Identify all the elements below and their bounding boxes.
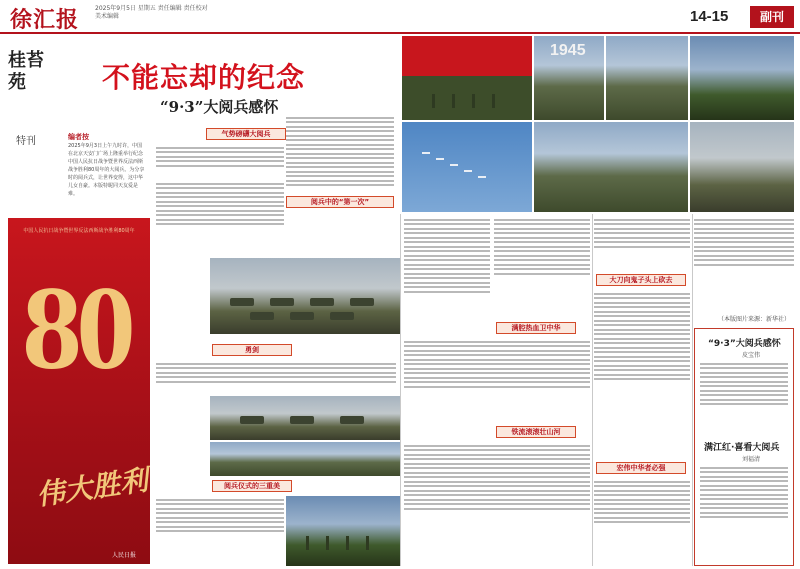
photo-honor-guard — [690, 36, 794, 120]
subtitle-4: 阅兵仪式的三重美 — [212, 480, 292, 492]
photo-parade-overview — [534, 122, 688, 212]
poem-author-2: 刘福清 — [742, 456, 761, 463]
photo-credit: （本版图片来源：新华社） — [718, 316, 791, 323]
text-block — [156, 496, 284, 566]
poster-slogan: 伟大胜利 — [34, 463, 150, 512]
photo-parade-square — [606, 36, 688, 120]
subtitle-7: 大刀向鬼子头上砍去 — [596, 274, 686, 286]
poem-body — [700, 360, 788, 432]
subtitle-5: 满腔热血卫中华 — [496, 322, 576, 334]
column-brand: 桂苔苑 — [8, 50, 44, 93]
editor-note: 2025年9月3日上午九时许，中国在北京天安门广场上隆重举行纪念中国人民抗日战争暨世界反法西斯战争胜利80周年的大阅兵。为分享时的阅兵式，让世界变得，这中华儿女自豪。本版特昵同天友爱是难。 — [68, 143, 145, 197]
special-edition-label: 特刊 — [16, 136, 36, 147]
text-block — [594, 478, 690, 566]
masthead — [0, 0, 800, 34]
text-block — [404, 216, 490, 346]
photo-flag-guard — [402, 36, 532, 120]
page-numbers: 14-15 — [690, 8, 729, 25]
photo-troops-march — [286, 496, 400, 566]
column-divider — [400, 214, 401, 566]
poster-number: 80 — [22, 261, 130, 394]
poem-body — [700, 464, 788, 560]
text-block — [594, 290, 690, 460]
photo-tank-column — [210, 258, 400, 334]
poem-title-1: “9·3”大阅兵感怀 — [708, 339, 781, 349]
text-block — [286, 114, 394, 234]
victory-poster — [8, 218, 150, 564]
photo-tanks-right — [690, 122, 794, 212]
poster-source: 人民日报 — [112, 552, 137, 559]
text-block — [404, 338, 590, 428]
photo-armored-vehicles — [210, 396, 400, 440]
text-block — [694, 216, 794, 312]
subtitle-8: 宏伟中华者必强 — [596, 462, 686, 474]
poster-caption: 中国人民抗日战争暨世界反法西斯战争胜利80周年 — [23, 228, 135, 234]
section-label: 副刊 — [750, 6, 794, 28]
text-block — [156, 144, 284, 178]
left-column — [0, 36, 150, 569]
photo-soldiers — [534, 36, 604, 120]
banner-year: 1945 — [550, 42, 586, 59]
text-block — [404, 442, 590, 566]
subtitle-3: 勇剑 — [212, 344, 292, 356]
photo-jet-formation — [402, 122, 532, 212]
poem-author-1: 皮宝伟 — [742, 352, 761, 359]
editor-note-title: 编者按 — [68, 133, 89, 141]
issue-meta: 2025年9月5日 星期五 责任编辑 责任校对 美术编辑 — [95, 5, 208, 20]
subtitle-1: 气势磅礴大阅兵 — [206, 128, 286, 140]
text-block — [494, 216, 590, 320]
column-divider — [692, 214, 693, 566]
poem-title-2: 满江红·喜看大阅兵 — [704, 443, 780, 453]
text-block — [156, 360, 396, 396]
newspaper-logo: 徐汇报 — [10, 7, 80, 33]
text-block — [156, 180, 284, 260]
subtitle-6: 铁流滚滚壮山河 — [496, 426, 576, 438]
subtitle-2: 阅兵中的“第一次” — [286, 196, 394, 208]
text-block — [594, 216, 690, 272]
page-headline: 不能忘却的纪念 — [102, 61, 306, 94]
photo-missile-column — [210, 442, 400, 476]
column-divider — [592, 214, 593, 566]
page-subheadline: “9·3”大阅兵感怀 — [160, 98, 279, 116]
